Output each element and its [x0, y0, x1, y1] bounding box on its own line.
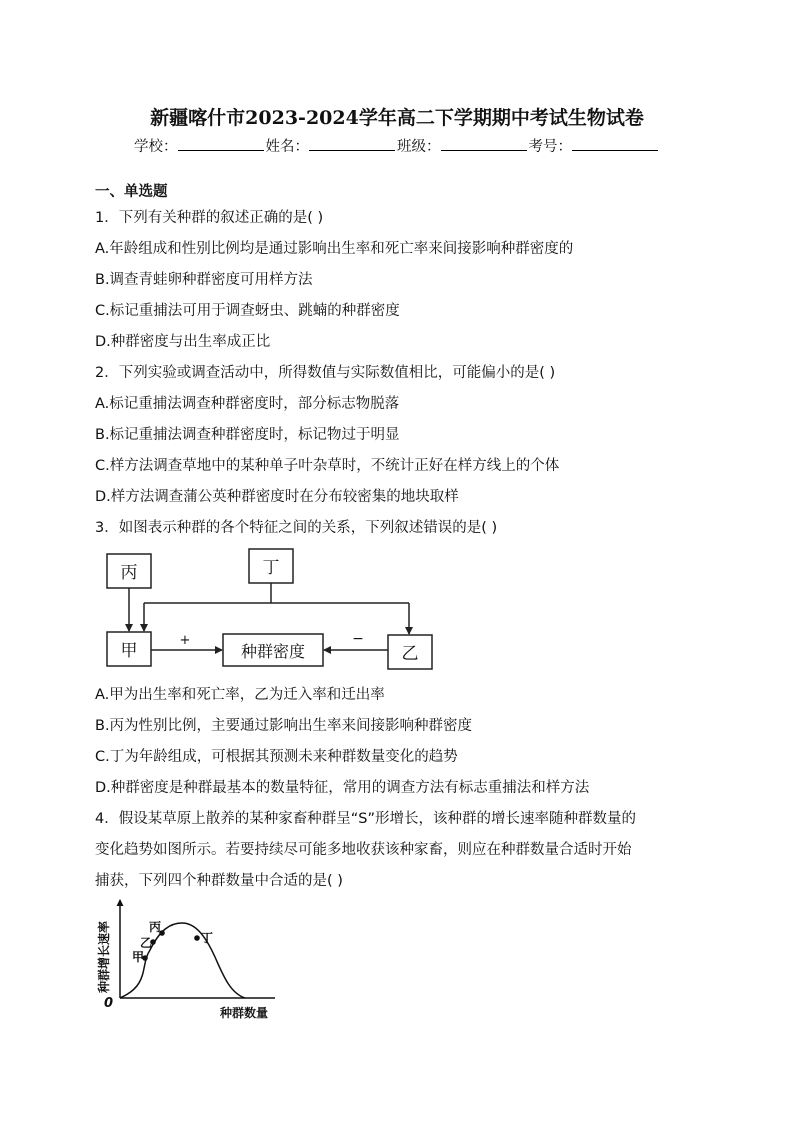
- question-1-option-c: C.标记重捕法可用于调查蚜虫、跳蝻的种群密度: [95, 303, 400, 319]
- label-point-bing: 丙: [149, 920, 162, 934]
- growth-rate-graph: [90, 895, 290, 1025]
- label-point-jia: 甲: [132, 950, 145, 964]
- school-blank[interactable]: [178, 136, 264, 151]
- population-characteristics-diagram: [100, 545, 440, 675]
- question-2-option-a: A.标记重捕法调查种群密度时，部分标志物脱落: [95, 396, 400, 412]
- school-label: 学校：: [134, 139, 178, 155]
- question-3-option-b: B.丙为性别比例，主要通过影响出生率来间接影响种群密度: [95, 718, 473, 734]
- question-3-option-d: D.种群密度是种群最基本的数量特征，常用的调查方法有标志重捕法和样方法: [95, 780, 590, 796]
- question-3-stem: 3．如图表示种群的各个特征之间的关系，下列叙述错误的是( ): [95, 520, 498, 536]
- label-point-ding: 丁: [201, 931, 214, 945]
- question-4-stem-line-3: 捕获，下列四个种群数量中合适的是( ): [95, 873, 343, 889]
- label-ding: 丁: [262, 558, 280, 578]
- label-plus: +: [179, 633, 191, 648]
- question-2-option-d: D.样方法调查蒲公英种群密度时在分布较密集的地块取样: [95, 489, 459, 505]
- question-3-option-c: C.丁为年龄组成，可根据其预测未来种群数量变化的趋势: [95, 749, 458, 765]
- number-label: 考号：: [528, 139, 572, 155]
- origin-label: 0: [104, 996, 114, 1011]
- question-4-stem-line-2: 变化趋势如图所示。若要持续尽可能多地收获该种家畜，则应在种群数量合适时开始: [95, 842, 632, 858]
- question-2-stem: 2．下列实验或调查活动中，所得数值与实际数值相比，可能偏小的是( ): [95, 365, 556, 381]
- name-blank[interactable]: [309, 136, 395, 151]
- x-axis-label: 种群数量: [220, 1006, 269, 1020]
- label-bing: 丙: [120, 563, 138, 583]
- question-3-option-a: A.甲为出生率和死亡率，乙为迁入率和迁出率: [95, 687, 385, 703]
- label-minus: −: [352, 631, 364, 647]
- class-label: 班级：: [397, 139, 441, 155]
- number-blank[interactable]: [572, 136, 658, 151]
- class-blank[interactable]: [441, 136, 527, 151]
- section-heading: 一、单选题: [95, 184, 168, 200]
- label-jia: 甲: [120, 641, 138, 661]
- question-2-option-b: B.标记重捕法调查种群密度时，标记物过于明显: [95, 427, 400, 443]
- label-yi: 乙: [401, 644, 419, 664]
- question-1-option-b: B.调查青蛙卵种群密度可用样方法: [95, 272, 313, 288]
- question-1-option-a: A.年龄组成和性别比例均是通过影响出生率和死亡率来间接影响种群密度的: [95, 241, 574, 257]
- question-1-option-d: D.种群密度与出生率成正比: [95, 334, 271, 350]
- question-4-stem-line-1: 4．假设某草原上散养的某种家畜种群呈“S”形增长，该种群的增长速率随种群数量的: [95, 811, 636, 827]
- label-point-yi: 乙: [140, 936, 153, 950]
- student-info-row: [0, 135, 794, 156]
- exam-title: 新疆喀什市2023-2024学年高二下学期期中考试生物试卷: [150, 107, 644, 129]
- name-label: 姓名：: [265, 139, 309, 155]
- question-1-stem: 1．下列有关种群的叙述正确的是( ): [95, 210, 324, 226]
- label-density: 种群密度: [240, 642, 306, 661]
- point-ding: [194, 935, 200, 941]
- y-axis-label: 种群增长速率: [97, 920, 111, 993]
- question-2-option-c: C.样方法调查草地中的某种单子叶杂草时，不统计正好在样方线上的个体: [95, 458, 560, 474]
